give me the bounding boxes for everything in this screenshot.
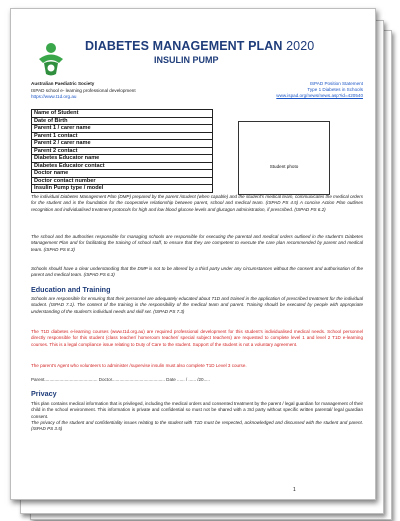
table-row [32,140,213,148]
table-row [32,125,213,133]
field-label: Insulin Pump type / model [32,185,213,193]
org-url-link[interactable]: https://www.t1d.org.au [31,94,77,99]
field-label: Diabetes Educator contact [32,162,213,170]
document-title: DIABETES MANAGEMENT PLAN 2020 [85,39,315,53]
field-label: Doctor name [32,170,213,178]
table-row [32,117,213,125]
signature-line: Parent.......................................... Doctor.......................................... Date ...... / ...... /20..... [31,377,210,382]
paragraph-agent: The parent's Agent who volunteers to administer /supervise insulin must also complete T1D Level 3 course. [31,363,247,368]
org-name: Australian Paediatric Society [31,81,95,86]
header-right [237,81,363,100]
field-label: Parent 2 / carer name [32,140,213,148]
table-row [32,132,213,140]
paragraph-privacy-student: The privacy of the student and confidentiality issues relating to the student with T1D must be respected, acknowledged and discussed with the student and parent. (ISPAD PS 3.5) [31,420,363,432]
paragraph-dmp-alteration: Schools should have a clear understanding that the DMP is not to be altered by a third party under any circumstances without the consent and authorisation of the parent and medical team. (ISPAD PS 6.3) [31,266,363,278]
table-row [32,162,213,170]
student-photo-box [238,121,330,195]
table-row [32,110,213,118]
heading-privacy: Privacy [31,389,57,398]
student-info-table [31,109,213,193]
paragraph-education: Schools are responsible for ensuring that their personnel are adequately educated about T1D and trained in the application of prescribed treatment for the individual student. (ISPAD 7.1). The content of the training is the responsibility of the medical team and parent. Training should be executed by people with appropriate understanding of the student's individual needs and skill set. (ISPAD PS 7.3) [31,296,363,314]
org-line2: ISPAD school e- learning professional development [31,88,136,93]
ispad-url-link[interactable]: www.ispad.org/news/news.asp?id=420540 [276,93,363,99]
table-row [32,170,213,178]
field-label: Parent 2 contact [32,147,213,155]
table-row [32,155,213,163]
photo-label: Student photo [269,164,299,169]
paragraph-dmp: The individual Diabetes Management Plan (DMP) prepared by the parent /student (when capable) and the student's medical team, communicates the medical orders for the student and is the foundation for the cooperative relationship between parent, school and medical team. (ISPAD PS 4.5) A concise Action Plan outlines recognition and individualised treatment protocols for high and low blood glucose levels and glucagon administration, if prescribed. (ISPAD PS 6.2) [31,194,363,212]
page-number: 1 [293,487,296,493]
ispad-line1: ISPAD Position Statement [309,81,363,86]
document-subtitle: INSULIN PUMP [154,55,219,65]
paragraph-privacy: This plan contains medical information that is privileged, including the medical orders and consented treatment by the parent / legal guardian for management of their child in the school environment. This information is private and confidential so must not be shared with a 3rd party without specific written parental/ legal guardian consent. [31,401,363,419]
field-label: Parent 1 / carer name [32,125,213,133]
table-row [32,147,213,155]
field-label: Date of Birth [32,117,213,125]
table-row [32,177,213,185]
header-left [31,88,136,100]
front-page [10,8,376,500]
aps-logo-icon [31,39,71,79]
field-label: Diabetes Educator name [32,155,213,163]
paragraph-school-responsibility: The school and the authorities responsible for managing schools are responsible for executing the parental and medical orders outlined in the student's Diabetes Management Plan and for facilitating the training of school staff, to ensure that they are competent to execute the care plan recommended by parent and medical team. (ISPAD PS 8.3) [31,234,363,252]
heading-education-training: Education and Training [31,285,111,294]
field-label: Parent 1 contact [32,132,213,140]
ispad-line2: Type 1 Diabetes in Schools [307,87,363,93]
table-row [32,185,213,193]
paragraph-elearning: The T1D diabetes e-learning courses (www.t1d.org.au) are required professional development for this student's individualised medical needs. School personnel directly responsible for this student (class teacher/ homeroom teacher/ special subject teachers) are requested to complete level 1 and level 2 T1D e-learning courses. This is a legal compliance issue relating to Duty of Care to the student. Support of the student is not a voluntary agreement. [31,329,363,347]
field-label: Doctor contact number [32,177,213,185]
field-label: Name of Student [32,110,213,118]
